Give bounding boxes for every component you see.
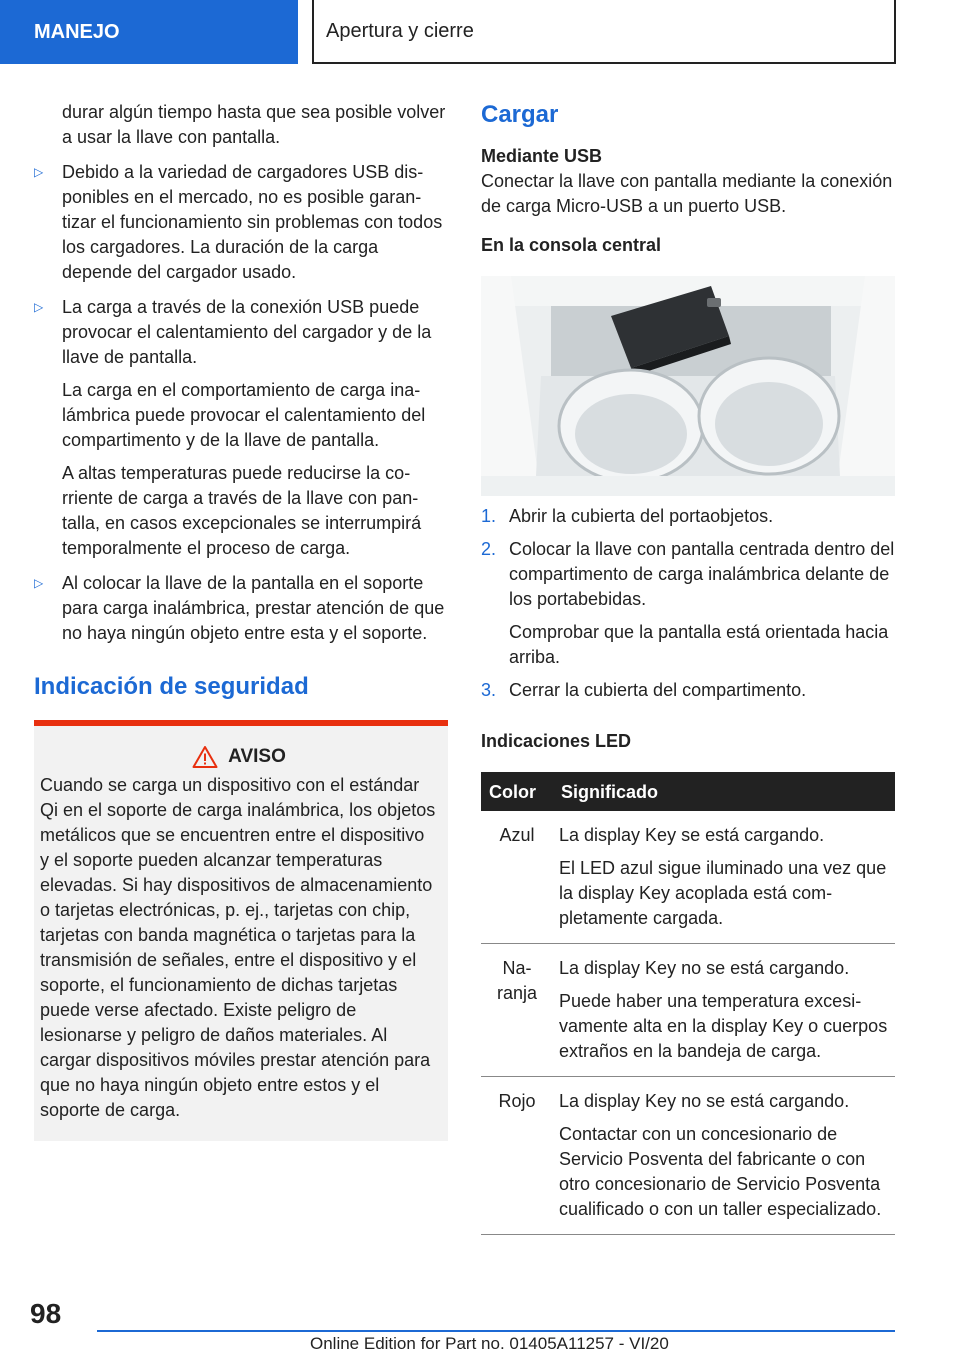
led-heading: Indicaciones LED	[481, 731, 632, 751]
edition-footer: Online Edition for Part no. 01405A11257 - VI/20	[310, 1334, 669, 1353]
step-number: 1.	[481, 506, 497, 526]
header-meaning: Significado	[553, 772, 895, 811]
page-number: 98	[30, 1298, 62, 1329]
warning-text: Cuando se carga un dispositivo con el estándar Qi en el soporte de carga inalámbrica, los objetos metálicos que se encuentren entre el dispositivo y el soporte pueden alcanzar temperaturas elevadas. Si hay dispositivos de almacenamiento o tarjetas electrónicas, p. ej., tarjetas con chip, tarjetas con banda magnética o tarjetas para la transmisión de señales, entre el dispositivo y el soporte, el funcionamiento de dichas tarjetas puede verse afectado. Existe peligro de lesionarse y peligro de daños materiales. Al cargar dispositivos móviles prestar atención para que no haya ningún objeto entre estos y el soporte de carga.	[40, 775, 436, 1120]
led-meaning-cell	[553, 811, 895, 944]
bullet-subtext: A altas temperaturas puede reducirse la corriente de carga a través de la llave con pantalla, en casos excepcionales se interrumpirá temporalmente el proceso de carga.	[62, 463, 422, 558]
center-console-photo	[481, 276, 895, 496]
table-header-row	[481, 772, 895, 811]
chapter-title: Apertura y cierre	[312, 0, 896, 64]
bullet-text: Al colocar la llave de la pantalla en el soporte para carga inalámbrica, prestar atención de que no haya ningún objeto entre esta y el soporte.	[62, 573, 445, 643]
header-color: Color	[481, 772, 553, 811]
step-item	[481, 678, 895, 703]
usb-heading: Mediante USB	[481, 146, 603, 166]
warning-title: AVISO	[228, 746, 286, 767]
led-color-cell: Azul	[481, 811, 553, 944]
bullet-item	[34, 571, 448, 646]
led-color-cell: Naranja	[481, 944, 553, 1077]
led-meaning-cell	[553, 944, 895, 1077]
led-meaning-line: Puede haber una temperatura excesivamente alta en la display Key o cuerpos extraños en la bandeja de carga.	[559, 991, 888, 1061]
step-number: 3.	[481, 680, 497, 700]
warning-header	[40, 744, 438, 769]
step-text: Cerrar la cubierta del compartimento.	[509, 680, 807, 700]
intro-text: durar algún tiempo hasta que sea posible volver a usar la llave con pantalla.	[62, 102, 446, 147]
led-table	[481, 772, 895, 1235]
right-column	[481, 100, 895, 1235]
step-text: Colocar la llave con pantalla centrada dentro del compartimento de carga inalámbrica delante de los portabebidas.	[509, 539, 895, 609]
steps-list	[481, 504, 895, 703]
step-item	[481, 537, 895, 612]
step-subtext: Comprobar que la pantalla está orientada hacia arriba.	[509, 622, 889, 667]
section-tab: MANEJO	[0, 0, 298, 64]
bullet-subtext: La carga en el comportamiento de carga inalámbrica puede provocar el calentamiento del compartimento y de la llave de pantalla.	[62, 380, 426, 450]
led-meaning-line: La display Key no se está cargando.	[559, 958, 850, 978]
led-meaning-line: El LED azul sigue iluminado una vez que la display Key acoplada está completamente cargada.	[559, 858, 887, 928]
step-item	[481, 504, 895, 529]
step-number: 2.	[481, 539, 497, 559]
usb-text: Conectar la llave con pantalla mediante la conexión de carga Micro-USB a un puerto USB.	[481, 171, 893, 216]
safety-heading: Indicación de seguridad	[34, 673, 309, 700]
led-meaning-line: Contactar con un concesionario de Servicio Posventa del fabricante o con otro concesionario de Servicio Posventa cualificado o con un taller especializado.	[559, 1124, 882, 1219]
step-text: Abrir la cubierta del portaobjetos.	[509, 506, 774, 526]
left-column	[34, 100, 448, 1141]
led-meaning-cell	[553, 1077, 895, 1235]
charging-heading: Cargar	[481, 101, 559, 128]
triangle-bullet-icon: ▷	[34, 576, 44, 590]
triangle-bullet-icon: ▷	[34, 165, 44, 179]
console-heading: En la consola central	[481, 235, 662, 255]
table-row	[481, 944, 895, 1077]
table-row	[481, 1077, 895, 1235]
warning-box	[34, 720, 448, 1141]
led-meaning-line: La display Key no se está cargando.	[559, 1091, 850, 1111]
bullet-text: Debido a la variedad de cargadores USB disponibles en el mercado, no es posible garantizar el funcionamiento sin problemas con todos los cargadores. La duración de la carga depende del cargador usado.	[62, 162, 443, 282]
triangle-bullet-icon: ▷	[34, 300, 44, 314]
led-meaning-line: La display Key se está cargando.	[559, 825, 825, 845]
footer-divider	[97, 1330, 895, 1332]
warning-triangle-icon	[192, 745, 218, 769]
bullet-text: La carga a través de la conexión USB puede provocar el calentamiento del cargador y de la llave de pantalla.	[62, 297, 432, 367]
led-color-cell: Rojo	[481, 1077, 553, 1235]
bullet-item	[34, 160, 448, 285]
bullet-item	[34, 295, 448, 370]
table-row	[481, 811, 895, 944]
